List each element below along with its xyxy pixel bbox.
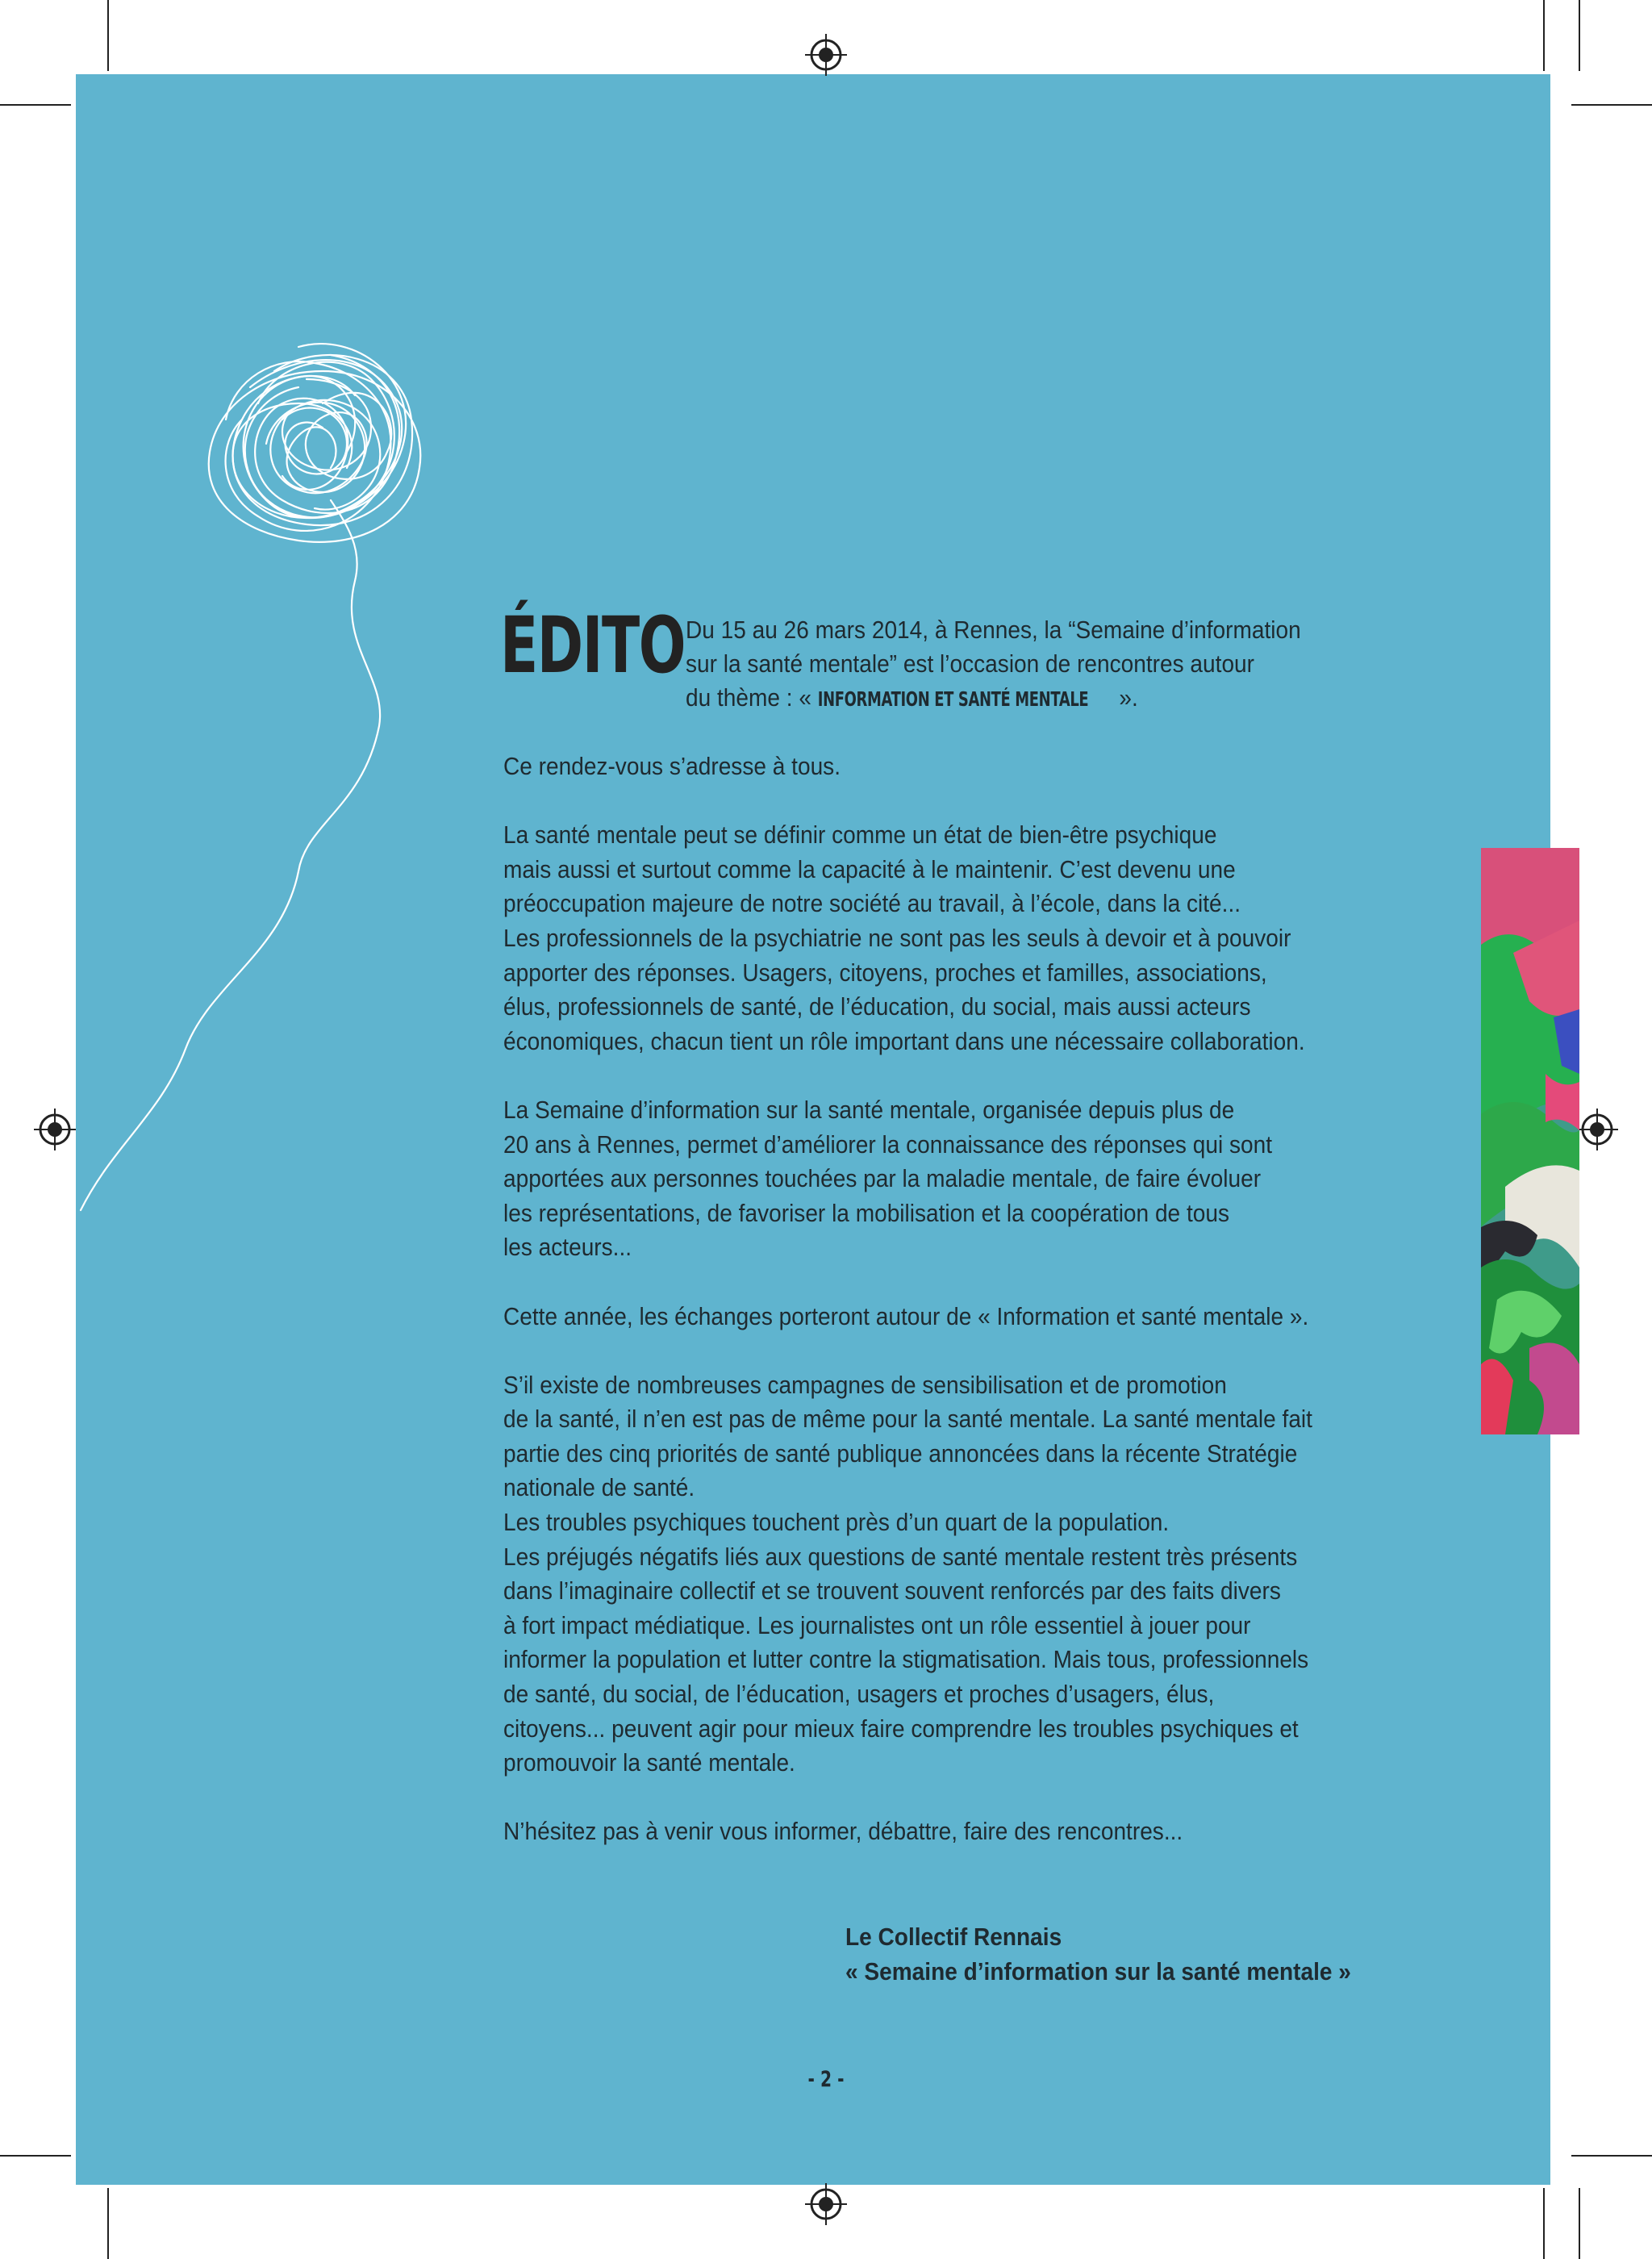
registration-mark-icon <box>805 34 847 76</box>
text-line: citoyens... peuvent agir pour mieux faire comprendre les troubles psychiques et <box>503 1714 1299 1743</box>
paragraph <box>503 1368 1364 1781</box>
text-line: Cette année, les échanges porteront autour de « Information et santé mentale ». <box>503 1302 1309 1330</box>
intro-prefix: du thème : « <box>686 684 818 712</box>
text-line: les acteurs... <box>503 1234 632 1262</box>
intro-line-last <box>686 681 1368 716</box>
page-number: - 2 - <box>807 2067 845 2092</box>
text-line: de la santé, il n’en est pas de même pour la santé mentale. La santé mentale fait <box>503 1405 1312 1434</box>
text-line: Ce rendez-vous s’adresse à tous. <box>503 753 841 780</box>
registration-mark-icon <box>1576 1109 1618 1150</box>
text-line: dans l’imaginaire collectif et se trouvent souvent renforcés par des faits divers <box>503 1577 1281 1606</box>
intro-suffix: ». <box>1112 684 1138 712</box>
signature-line: Le Collectif Rennais <box>845 1923 1062 1951</box>
text-line: économiques, chacun tient un rôle important dans une nécessaire collaboration. <box>503 1027 1305 1055</box>
text-line: à fort impact médiatique. Les journalistes ont un rôle essentiel à jouer pour <box>503 1611 1251 1639</box>
text-line: nationale de santé. <box>503 1474 695 1502</box>
paragraph <box>503 818 1364 1059</box>
intro-line: Du 15 au 26 mars 2014, à Rennes, la “Semaine d’information <box>686 616 1301 644</box>
text-line: Les troubles psychiques touchent près d’un quart de la population. <box>503 1509 1170 1537</box>
intro-line: sur la santé mentale” est l’occasion de rencontres autour <box>686 650 1255 678</box>
text-line: préoccupation majeure de notre société au travail, à l’école, dans la cité... <box>503 890 1241 918</box>
text-line: informer la population et lutter contre la stigmatisation. Mais tous, professionnels <box>503 1646 1309 1674</box>
text-line: Les préjugés négatifs liés aux questions de santé mentale restent très présents <box>503 1543 1298 1571</box>
painting-strip-image <box>1481 848 1579 1434</box>
edito-title: ÉDITO <box>500 600 686 691</box>
text-line: N’hésitez pas à venir vous informer, débattre, faire des rencontres... <box>503 1818 1183 1846</box>
signature-line: « Semaine d’information sur la santé mentale » <box>845 1958 1351 1985</box>
text-line: élus, professionnels de santé, de l’éducation, du social, mais aussi acteurs <box>503 993 1251 1021</box>
paragraph <box>503 1300 1364 1334</box>
paragraph <box>503 1814 1364 1849</box>
signature <box>845 1920 1351 1990</box>
registration-mark-icon <box>805 2183 847 2225</box>
text-line: promouvoir la santé mentale. <box>503 1749 795 1777</box>
text-line: apportées aux personnes touchées par la maladie mentale, de faire évoluer <box>503 1165 1262 1193</box>
text-line: La santé mentale peut se définir comme un état de bien-être psychique <box>503 821 1217 850</box>
theme-name: INFORMATION ET SANTÉ MENTALE <box>817 687 1089 711</box>
text-line: apporter des réponses. Usagers, citoyens, proches et familles, associations, <box>503 958 1267 987</box>
edito-intro <box>686 613 1368 716</box>
text-line: les représentations, de favoriser la mobilisation et la coopération de tous <box>503 1199 1229 1227</box>
paragraph <box>503 750 1364 784</box>
text-line: 20 ans à Rennes, permet d’améliorer la connaissance des réponses qui sont <box>503 1130 1273 1159</box>
text-line: de santé, du social, de l’éducation, usagers et proches d’usagers, élus, <box>503 1681 1215 1709</box>
paragraph <box>503 1093 1364 1265</box>
text-line: La Semaine d’information sur la santé mentale, organisée depuis plus de <box>503 1096 1235 1124</box>
text-line: partie des cinq priorités de santé publique annoncées dans la récente Stratégie <box>503 1439 1298 1468</box>
text-line: S’il existe de nombreuses campagnes de sensibilisation et de promotion <box>503 1371 1227 1399</box>
text-line: Les professionnels de la psychiatrie ne sont pas les seuls à devoir et à pouvoir <box>503 924 1291 952</box>
edito-body <box>503 750 1364 1884</box>
text-line: mais aussi et surtout comme la capacité à le maintenir. C’est devenu une <box>503 855 1236 883</box>
